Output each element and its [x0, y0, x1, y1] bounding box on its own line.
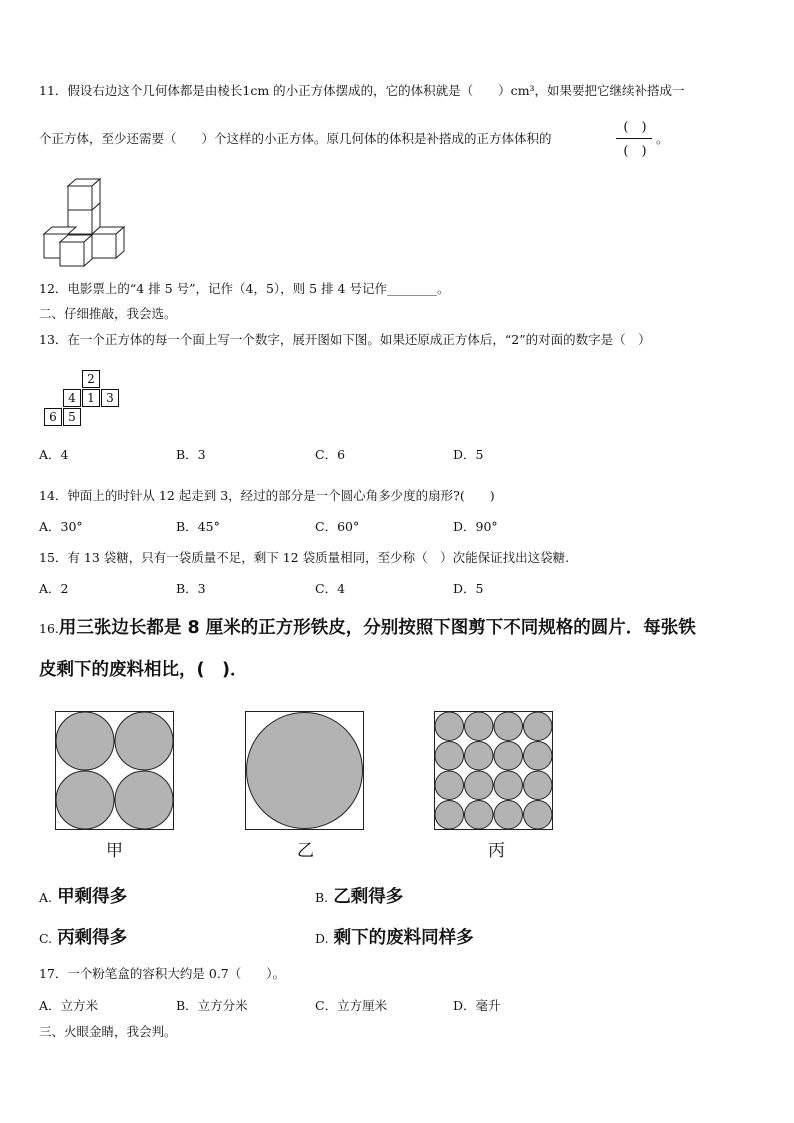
q14-option-b[interactable]: B．45° [176, 519, 220, 534]
cube-figure [40, 178, 130, 270]
q14-option-d[interactable]: D．90° [453, 519, 498, 534]
q13-option-a[interactable]: A．4 [39, 447, 69, 462]
section-3-heading: 三、火眼金睛，我会判。 [39, 1024, 177, 1039]
q13-option-d[interactable]: D．5 [453, 447, 484, 462]
q16-line2: 皮剩下的废料相比，( )． [39, 660, 248, 680]
q11-line2-text: 个正方体，至少还需要（ ）个这样的小正方体。原几何体的体积是补搭成的正方体体积的 [39, 131, 552, 146]
option-text: 丙剩得多 [57, 928, 128, 948]
q15-option-c[interactable]: C．4 [315, 581, 346, 596]
circle [524, 712, 553, 741]
fraction-numerator: ( ) [623, 120, 647, 135]
circle [435, 742, 464, 771]
circle [435, 801, 464, 830]
circle [115, 771, 173, 829]
circle [56, 712, 114, 770]
circle [465, 712, 494, 741]
option-text: 乙剩得多 [333, 887, 404, 907]
q11-fraction [614, 116, 654, 162]
q12-text: 12．电影票上的“4 排 5 号”，记作（4，5），则 5 排 4 号记作________。 [39, 281, 450, 296]
q11-line2 [39, 130, 552, 148]
net-cell: 4 [63, 389, 81, 407]
circle [494, 712, 523, 741]
option-text: 剩下的废料同样多 [333, 928, 474, 948]
circle [524, 742, 553, 771]
circle [56, 771, 114, 829]
fraction-denominator: ( ) [623, 144, 647, 159]
circle [435, 771, 464, 800]
q15-option-a[interactable]: A．2 [39, 581, 69, 596]
q16-line1 [39, 616, 696, 641]
q17-option-d[interactable]: D．毫升 [453, 998, 501, 1013]
q16-option-b[interactable] [315, 886, 403, 909]
section-2-heading: 二、仔细推敲，我会选。 [39, 306, 177, 321]
circle [465, 771, 494, 800]
circle [494, 742, 523, 771]
q17-option-a[interactable]: A．立方米 [39, 998, 99, 1013]
square-jia [55, 711, 175, 831]
cube-right [92, 227, 124, 258]
option-letter: C. [39, 931, 53, 946]
q17-option-b[interactable]: B．立方分米 [176, 998, 248, 1013]
option-text: 甲剩得多 [57, 887, 128, 907]
net-cell: 2 [82, 370, 100, 388]
q16-option-a[interactable] [39, 886, 127, 909]
q11-end: 。 [656, 131, 669, 146]
q11-line1: 11．假设右边这个几何体都是由棱长1cm 的小正方体摆成的，它的体积就是（ ）cm³，如果要把它继续补搭成一 [39, 83, 685, 98]
option-letter: D. [315, 931, 329, 946]
q14-option-a[interactable]: A．30° [39, 519, 83, 534]
circle [524, 801, 553, 830]
square-yi [245, 711, 365, 831]
option-letter: A. [39, 890, 53, 905]
net-cell: 6 [44, 408, 62, 426]
q15-option-d[interactable]: D．5 [453, 581, 484, 596]
q16-line1-text: 用三张边长都是 8 厘米的正方形铁皮，分别按照下图剪下不同规格的圆片．每张铁 [58, 618, 696, 638]
q16-option-c[interactable] [39, 927, 127, 950]
q13-option-c[interactable]: C．6 [315, 447, 346, 462]
net-cell: 5 [63, 408, 81, 426]
circle [465, 801, 494, 830]
caption-bing: 丙 [488, 841, 505, 861]
circle [465, 742, 494, 771]
caption-yi: 乙 [297, 841, 314, 861]
circle [524, 771, 553, 800]
q16-option-d[interactable] [315, 927, 474, 950]
square-bing [434, 711, 554, 831]
q13-text: 13．在一个正方体的每一个面上写一个数字，展开图如下图。如果还原成正方体后，“2”的对面的数字是（ ） [39, 332, 651, 347]
circle [435, 712, 464, 741]
circle [115, 712, 173, 770]
cube-top [68, 179, 100, 210]
net-cell: 1 [82, 389, 100, 407]
cube-front [60, 235, 92, 266]
q14-option-c[interactable]: C．60° [315, 519, 360, 534]
fraction-bar [616, 138, 652, 139]
caption-jia: 甲 [106, 841, 123, 861]
q13-option-b[interactable]: B．3 [176, 447, 206, 462]
circle [247, 713, 363, 829]
circle [494, 801, 523, 830]
q15-option-b[interactable]: B．3 [176, 581, 206, 596]
net-cell: 3 [101, 389, 119, 407]
q17-text: 17．一个粉笔盒的容积大约是 0.7（ ）。 [39, 966, 286, 981]
q15-text: 15．有 13 袋糖，只有一袋质量不足，剩下 12 袋质量相同，至少称（ ）次能保证找出这袋糖. [39, 550, 570, 565]
circle [494, 771, 523, 800]
q14-text: 14．钟面上的时针从 12 起走到 3，经过的部分是一个圆心角多少度的扇形?( ) [39, 488, 495, 503]
option-letter: B. [315, 890, 329, 905]
q16-number: 16. [39, 621, 59, 636]
q17-option-c[interactable]: C．立方厘米 [315, 998, 388, 1013]
